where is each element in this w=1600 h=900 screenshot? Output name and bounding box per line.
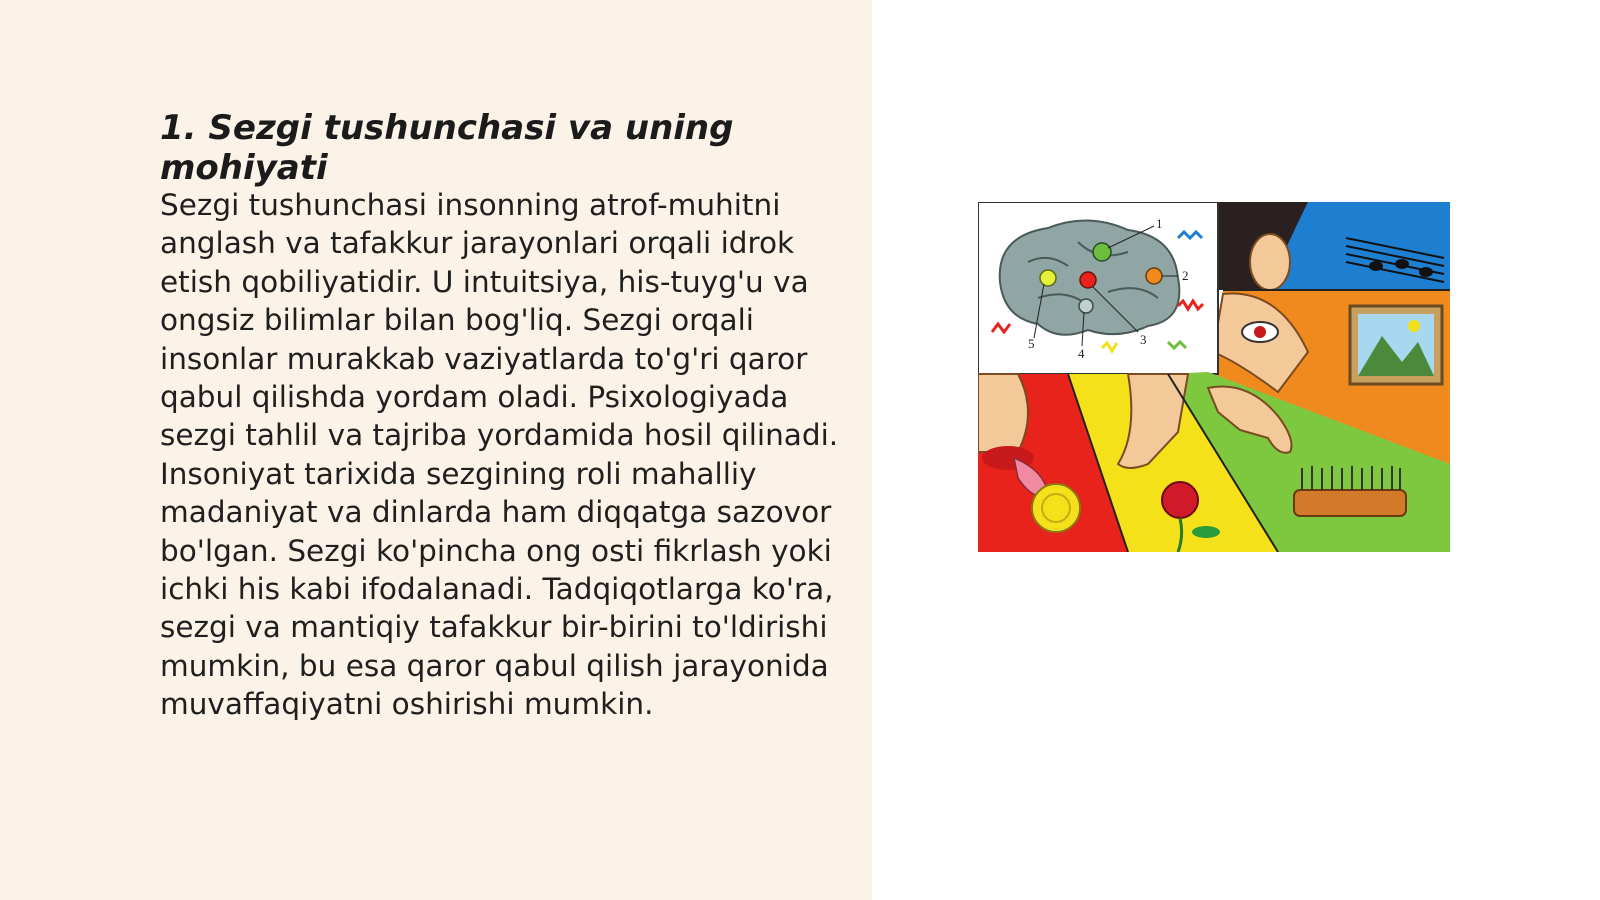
slide-title: 1. Sezgi tushunchasi va uning mohiyati bbox=[160, 108, 734, 188]
brain-label-4: 4 bbox=[1078, 346, 1085, 361]
ear-icon bbox=[1250, 234, 1290, 290]
brain-label-3: 3 bbox=[1140, 332, 1147, 347]
brain-label-5: 5 bbox=[1028, 336, 1035, 351]
senses-illustration bbox=[978, 202, 1450, 552]
brain-label-1: 1 bbox=[1156, 216, 1163, 231]
brush-icon bbox=[1294, 490, 1406, 516]
slide-body-text: Sezgi tushunchasi insonning atrof-muhitni anglash va tafakkur jarayonlari orqali idrok etish qobiliyatidir. U intuitsiya, his-tuyg'u va ongsiz bilimlar bilan bog'liq. Sezgi orqali insonlar murakkab vaziyatlarda to'g'ri qaror qabul qilishda yordam oladi. Psixologiyada sezgi tahlil va tajriba yordamida hosil qilinadi. Insoniyat tarixida sezgining roli mahalliy madaniyat va dinlarda ham diqqatga sazovor bo'lgan. Sezgi ko'pincha ong osti fikrlash yoki ichki his kabi ifodalanadi. Tadqiqotlarga ko'ra, sezgi va mantiqiy tafakkur bir-birini to'ldirishi mumkin, bu esa qaror qabul qilish jarayonida muvaffaqiyatni oshirishi mumkin. bbox=[160, 188, 839, 722]
rose-icon bbox=[1162, 482, 1198, 518]
lemon-icon bbox=[1032, 484, 1080, 532]
brain-label-2: 2 bbox=[1182, 268, 1189, 283]
